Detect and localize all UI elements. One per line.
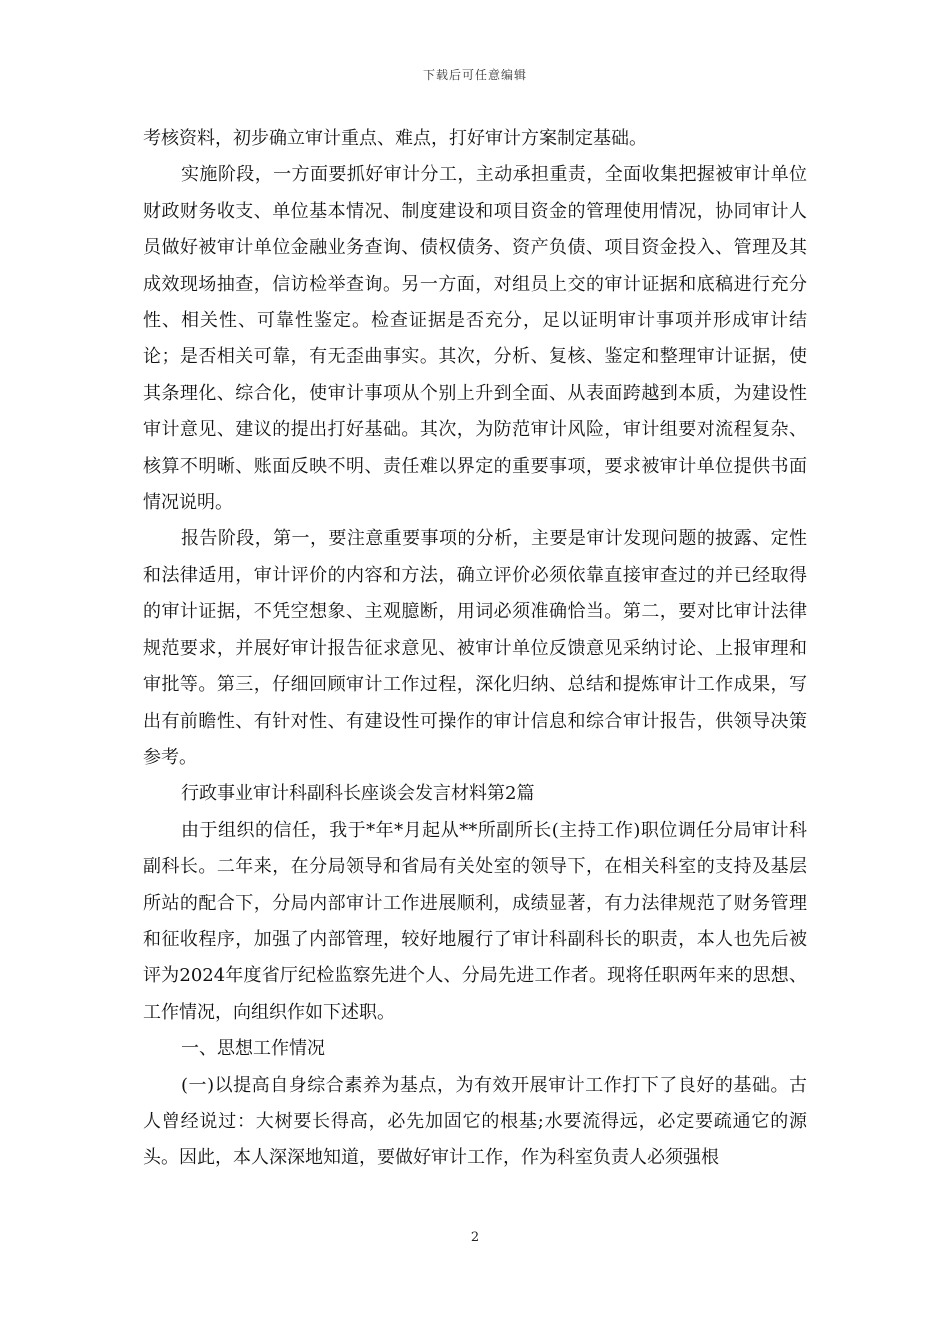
paragraph-5: (一)以提高自身综合素养为基点，为有效开展审计工作打下了良好的基础。古人曾经说过：大树要长得高，必先加固它的根基;水要流得远，必定要疏通它的源头。因此，本人深深地知道，要做好审计工作，作为科室负责人必须强根 [143, 1074, 807, 1169]
paragraph-4: 由于组织的信任，我于*年*月起从**所副所长(主持工作)职位调任分局审计科副科长。二年来，在分局领导和省局有关处室的领导下，在相关科室的支持及基层所站的配合下，分局内部审计工作进展顺利，成绩显著，有力法律规范了财务管理和征收程序，加强了内部管理，较好地履行了审计科副科长的职责，本人也先后被评为2024年度省厅纪检监察先进个人、分局先进工作者。现将任职两年来的思想、工作情况，向组织作如下述职。 [143, 819, 807, 1023]
paragraph-1: 考核资料，初步确立审计重点、难点，打好审计方案制定基础。 [143, 128, 647, 149]
subheading-1: 一、思想工作情况 [181, 1038, 325, 1060]
page-header-note: 下载后可任意编辑 [422, 68, 527, 82]
paragraph-3: 报告阶段，第一，要注意重要事项的分析，主要是审计发现问题的披露、定性和法律适用，审计评价的内容和方法，确立评价必须依靠直接审查过的并已经取得的审计证据，不凭空想象、主观臆断，用词必须准确恰当。第二，要对比审计法律规范要求，并展好审计报告征求意见、被审计单位反馈意见采纳讨论、上报审理和审批等。第三，仔细回顾审计工作过程，深化归纳、总结和提炼审计工作成果，写出有前瞻性、有针对性、有建设性可操作的审计信息和综合审计报告，供领导决策参考。 [143, 528, 807, 768]
paragraph-2: 实施阶段，一方面要抓好审计分工，主动承担重责，全面收集把握被审计单位财政财务收支、单位基本情况、制度建设和项目资金的管理使用情况，协同审计人员做好被审计单位金融业务查询、债权债务、资产负债、项目资金投入、管理及其成效现场抽查，信访检举查询。另一方面，对组员上交的审计证据和底稿进行充分性、相关性、可靠性鉴定。检查证据是否充分，足以证明审计事项并形成审计结论；是否相关可靠，有无歪曲事实。其次，分析、复核、鉴定和整理审计证据，使其条理化、综合化，使审计事项从个别上升到全面、从表面跨越到本质，为建设性审计意见、建议的提出打好基础。其次，为防范审计风险，审计组要对流程复杂、核算不明晰、账面反映不明、责任难以界定的重要事项，要求被审计单位提供书面情况说明。 [143, 164, 807, 514]
section-heading: 行政事业审计科副科长座谈会发言材料第2篇 [181, 783, 535, 805]
page-number: 2 [470, 1230, 480, 1245]
document-body [143, 121, 807, 1177]
